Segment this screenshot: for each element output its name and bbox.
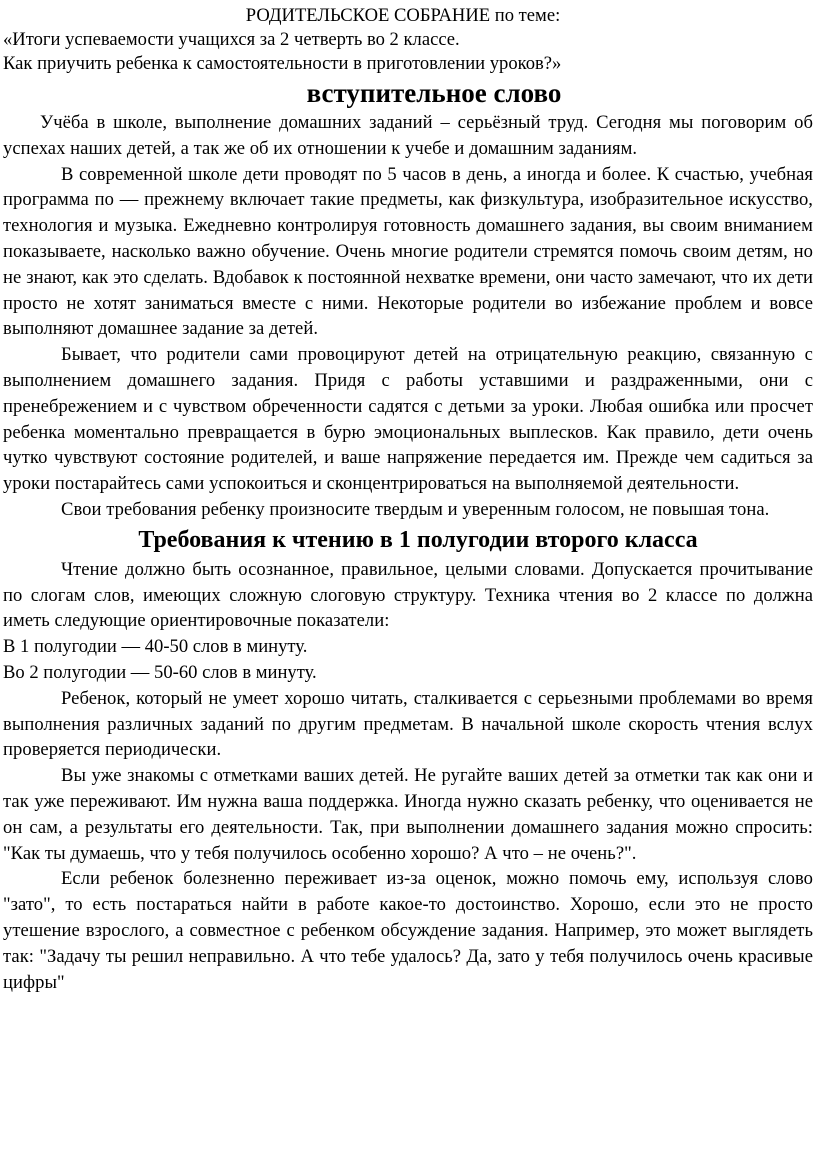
reading-norm-line: Во 2 полугодии — 50-60 слов в минуту. [3, 661, 317, 683]
document-header-line-2: «Итоги успеваемости учащихся за 2 четверть во 2 классе. [3, 29, 460, 50]
paragraph: Чтение должно быть осознанное, правильное, целыми словами. Допускается прочитывание по слогам слов, имеющих сложную слоговую структуру. Техника чтения во 2 классе по должна иметь следующие ориентировочные показатели: [3, 558, 813, 632]
section-title-intro: вступительное слово [306, 78, 562, 108]
document-header-line-1: РОДИТЕЛЬСКОЕ СОБРАНИЕ по теме: [245, 5, 561, 26]
reading-norm-line: В 1 полугодии — 40-50 слов в минуту. [3, 636, 308, 658]
paragraph: В современной школе дети проводят по 5 часов в день, а иногда и более. К счастью, учебная программа по — прежнему включает такие предметы, как физкультура, изобразительное искусство, технология и музыка. Ежедневно контролируя готовность домашнего задания, вы своим вниманием показываете, насколько важно обучение. Очень многие родители стремятся помочь своим детям, но не знают, как это сделать. Вдобавок к постоянной нехватке времени, они часто замечают, что их дети просто не хотят заниматься вместе с ними. Некоторые родители во избежание проблем и вовсе выполняют домашнее задание за детей. [3, 163, 813, 340]
paragraph: Учёба в школе, выполнение домашних заданий – серьёзный труд. Сегодня мы поговорим об успехах наших детей, а так же об их отношении к учебе и домашним заданиям. [3, 112, 813, 159]
paragraph: Если ребенок болезненно переживает из-за оценок, можно помочь ему, используя слово "зато", то есть постараться найти в работе какое-то достоинство. Хорошо, если это не просто утешение взрослого, а совместное с ребенком обсуждение задания. Например, это может выглядеть так: "Задачу ты решил неправильно. А что тебе удалось? Да, зато у тебя получилось очень красивые цифры" [3, 868, 813, 993]
document-header-line-3: Как приучить ребенка к самостоятельности в приготовлении уроков?» [3, 53, 562, 74]
paragraph: Бывает, что родители сами провоцируют детей на отрицательную реакцию, связанную с выполнением домашнего задания. Придя с работы уставшими и раздраженными, они с пренебрежением и с чувством обреченности садятся с детьми за уроки. Любая ошибка или просчет ребенка моментально превращается в бурю эмоциональных выплесков. Как правило, дети очень чутко чувствуют состояние родителей, и ваше напряжение передается им. Прежде чем садиться за уроки постарайтесь сами успокоиться и сконцентрироваться на выполняемой деятельности. [3, 344, 813, 495]
paragraph: Свои требования ребенку произносите твердым и уверенным голосом, не повышая тона. [61, 498, 770, 520]
section-title-reading-requirements: Требования к чтению в 1 полугодии второго класса [138, 526, 698, 553]
paragraph: Вы уже знакомы с отметками ваших детей. Не ругайте ваших детей за отметки так как они и так уже переживают. Им нужна ваша поддержка. Иногда нужно сказать ребенку, что оценивается не он сам, а результаты его деятельности. Так, при выполнении домашнего задания можно спросить: "Как ты думаешь, что у тебя получилось особенно хорошо? А что – не очень?". [3, 765, 813, 864]
paragraph: Ребенок, который не умеет хорошо читать, сталкивается с серьезными проблемами во время выполнения различных заданий по другим предметам. В начальной школе скорость чтения вслух проверяется периодически. [3, 687, 813, 761]
